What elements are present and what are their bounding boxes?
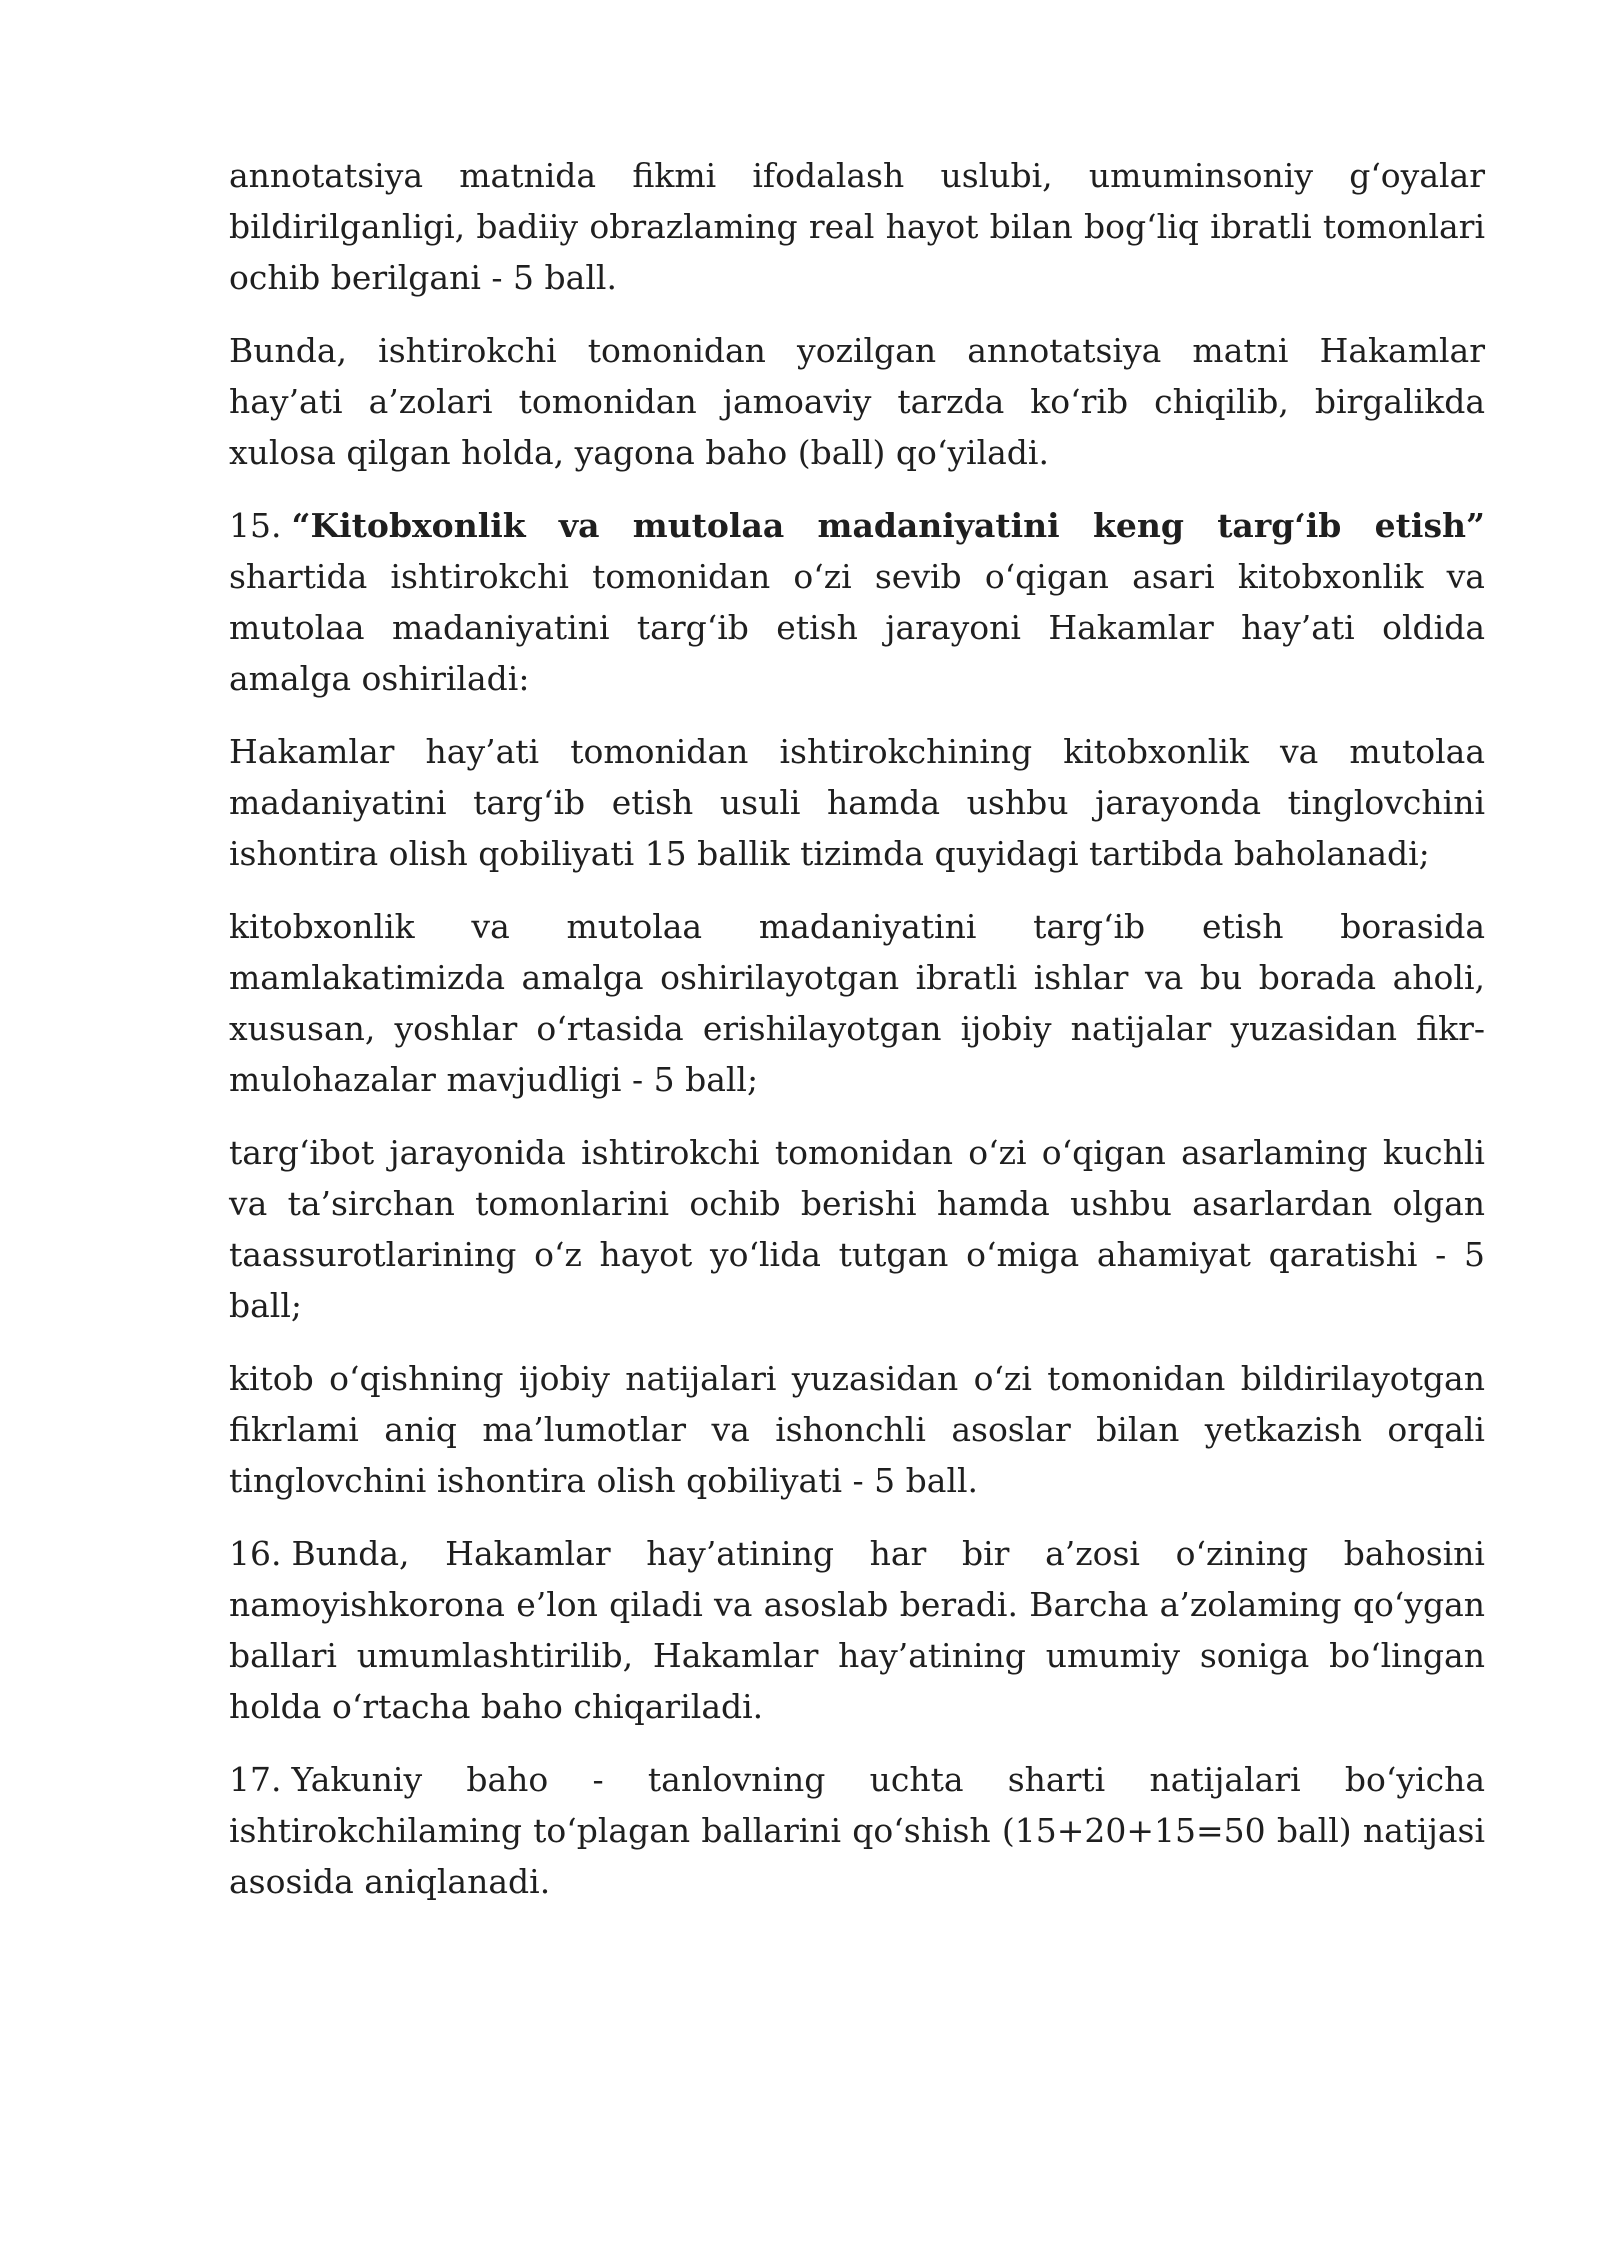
paragraph-text: Bunda, ishtirokchi tomonidan yozilgan annotatsiya matni Hakamlar hay’ati a’zolari tomonidan jamoaviy tarzda ko‘rib chiqilib, birgalikda xulosa qilgan holda, yagona baho (ball) qo‘yiladi. [229, 331, 1485, 472]
paragraph-text: Bunda, Hakamlar hay’atining har bir a’zosi o‘zining bahosini namoyishkorona e’lon qiladi va asoslab beradi. Barcha a’zolaming qo‘ygan ballari umumlashtirilib, Hakamlar hay’atining umumiy soniga bo‘lingan holda o‘rtacha baho chiqariladi. [229, 1534, 1485, 1726]
paragraph-text: annotatsiya matnida fikmi ifodalash uslubi, umuminsoniy g‘oyalar bildirilganligi, badiiy obrazlaming real hayot bilan bog‘liq ibratli tomonlari ochib berilgani - 5 ball. [229, 156, 1485, 297]
paragraph-section-17 [229, 1754, 1485, 1907]
section-number: 17. [229, 1760, 282, 1799]
paragraph-criterion-3 [229, 1353, 1485, 1506]
paragraph-text: kitob o‘qishning ijobiy natijalari yuzasidan o‘zi tomonidan bildirilayotgan fikrlami aniq ma’lumotlar va ishonchli asoslar bilan yetkazish orqali tinglovchini ishontira olish qobiliyati - 5 ball. [229, 1359, 1485, 1500]
paragraph-text: Hakamlar hay’ati tomonidan ishtirokchining kitobxonlik va mutolaa madaniyatini targ‘ib etish usuli hamda ushbu jarayonda tinglovchini ishontira olish qobiliyati 15 ballik tizimda quyidagi tartibda baholanadi; [229, 732, 1485, 873]
paragraph-evaluation-method [229, 726, 1485, 879]
paragraph-text: kitobxonlik va mutolaa madaniyatini targ‘ib etish borasida mamlakatimizda amalga oshirilayotgan ibratli ishlar va bu borada aholi, xususan, yoshlar o‘rtasida erishilayotgan ijobiy natijalar yuzasidan fikr-mulohazalar mavjudligi - 5 ball; [229, 907, 1485, 1099]
section-number: 16. [229, 1534, 282, 1573]
paragraph-text: Yakuniy baho - tanlovning uchta sharti natijalari bo‘yicha ishtirokchilaming to‘plagan ballarini qo‘shish (15+20+15=50 ball) natijasi asosida aniqlanadi. [229, 1760, 1485, 1901]
document-page [229, 150, 1485, 1929]
paragraph-text: targ‘ibot jarayonida ishtirokchi tomonidan o‘zi o‘qigan asarlaming kuchli va ta’sirchan tomonlarini ochib berishi hamda ushbu asarlardan olgan taassurotlarining o‘z hayot yo‘lida tutgan o‘miga ahamiyat qaratishi - 5 ball; [229, 1133, 1485, 1325]
paragraph-section-16 [229, 1528, 1485, 1732]
paragraph-criterion-1 [229, 901, 1485, 1105]
section-number: 15. [229, 506, 282, 545]
paragraph-annotation-criteria [229, 150, 1485, 303]
section-title: “Kitobxonlik va mutolaa madaniyatini keng targ‘ib etish” [291, 506, 1485, 545]
paragraph-criterion-2 [229, 1127, 1485, 1331]
paragraph-section-15 [229, 500, 1485, 704]
paragraph-jury-assessment [229, 325, 1485, 478]
paragraph-text: shartida ishtirokchi tomonidan o‘zi sevib o‘qigan asari kitobxonlik va mutolaa madaniyatini targ‘ib etish jarayoni Hakamlar hay’ati oldida amalga oshiriladi: [229, 557, 1485, 698]
